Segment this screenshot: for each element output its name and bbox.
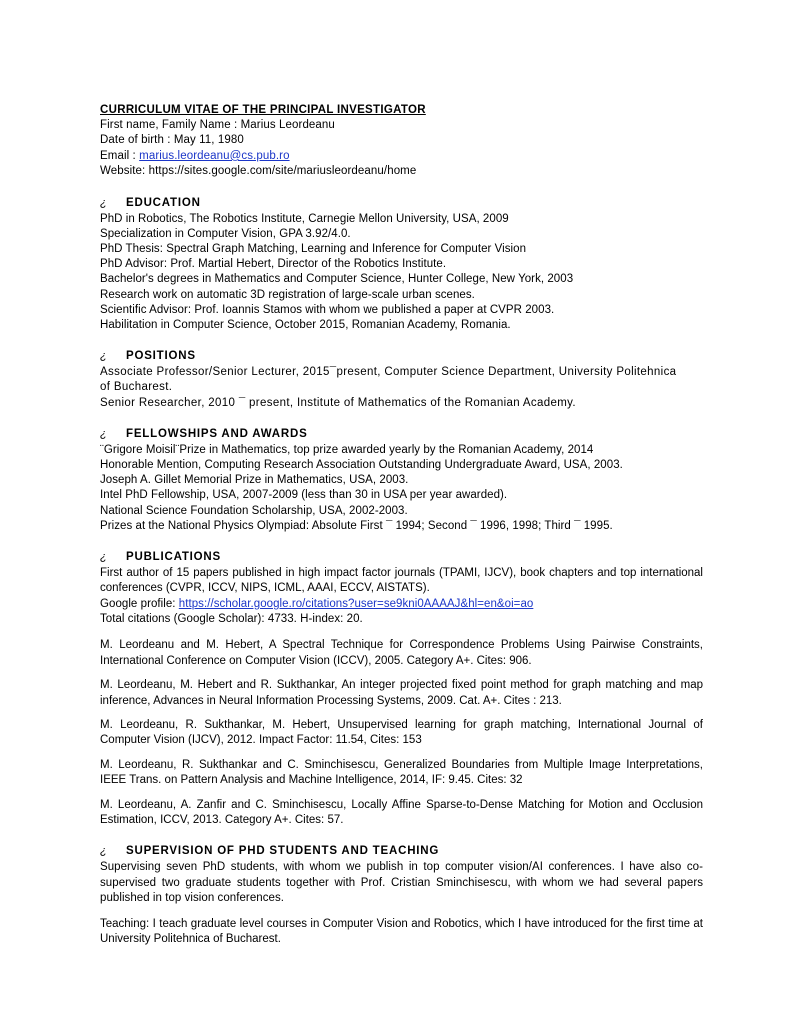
bullet-icon: ¿ (100, 196, 107, 209)
email-label: Email : (100, 149, 136, 162)
section-education-line: PhD in Robotics, The Robotics Institute, Carnegie Mellon University, USA, 2009 (100, 212, 509, 225)
section-education-line: Bachelor's degrees in Mathematics and Computer Science, Hunter College, New York, 2003 (100, 273, 574, 286)
section-positions-heading (100, 350, 703, 362)
section-positions-line: of Bucharest. (100, 381, 173, 394)
bullet-icon: ¿ (100, 350, 107, 363)
bullet-icon: ¿ (100, 551, 107, 564)
section-education-line: Scientific Advisor: Prof. Ioannis Stamos with whom we published a paper at CVPR 2003. (100, 303, 555, 316)
section-education-title: EDUCATION (126, 196, 201, 209)
supervision-paragraph: Supervising seven PhD students, with whom we publish in top computer vision/AI conferences. I have also co-supervised two graduate students together with Prof. Cristian Sminchisescu, with whom we had several papers published in top vision conferences. (100, 861, 703, 904)
section-supervision (100, 845, 703, 947)
section-fellowships-heading (100, 428, 703, 440)
section-fellowships-line: ¨Grigore Moisil¨Prize in Mathematics, top prize awarded yearly by the Romanian Academy, 2014 (100, 443, 594, 456)
section-positions (100, 350, 703, 411)
email-link[interactable]: marius.leordeanu@cs.pub.ro (139, 149, 290, 162)
bullet-icon: ¿ (100, 845, 107, 858)
section-fellowships-title: FELLOWSHIPS AND AWARDS (126, 427, 308, 440)
section-publications-title: PUBLICATIONS (126, 551, 221, 564)
name-line: First name, Family Name : Marius Leordeanu (100, 119, 335, 131)
section-publications (100, 551, 703, 828)
email-line (100, 149, 703, 164)
section-fellowships-line: Honorable Mention, Computing Research Association Outstanding Undergraduate Award, USA, 2003. (100, 459, 623, 472)
section-education-line: PhD Thesis: Spectral Graph Matching, Learning and Inference for Computer Vision (100, 243, 527, 256)
section-fellowships-line: National Science Foundation Scholarship, USA, 2002-2003. (100, 504, 408, 517)
section-education-line: PhD Advisor: Prof. Martial Hebert, Director of the Robotics Institute. (100, 258, 447, 271)
bullet-icon: ¿ (100, 427, 107, 440)
publication-item: M. Leordeanu and M. Hebert, A Spectral Technique for Correspondence Problems Using Pairwise Constraints, International Conference on Computer Vision (ICCV), 2005. Category A+. Cites: 906. (100, 639, 703, 667)
total-citations-line: Total citations (Google Scholar): 4733. H-index: 20. (100, 613, 363, 626)
publication-item: M. Leordeanu, R. Sukthankar, M. Hebert, Unsupervised learning for graph matching, International Journal of Computer Vision (IJCV), 2012. Impact Factor: 11.54, Cites: 153 (100, 718, 703, 747)
section-fellowships-line: Prizes at the National Physics Olympiad: Absolute First ¯ 1994; Second ¯ 1996, 1998; Third ¯ 1995. (100, 519, 613, 532)
dob-line: Date of birth : May 11, 1980 (100, 134, 244, 147)
website-value: https://sites.google.com/site/mariusleordeanu/home (148, 165, 417, 178)
header-block (100, 118, 703, 180)
section-positions-line: Senior Researcher, 2010 ¯ present, Institute of Mathematics of the Romanian Academy. (100, 396, 576, 409)
teaching-paragraph: Teaching: I teach graduate level courses in Computer Vision and Robotics, which I have introduced for the first time at University Politehnica of Bucharest. (100, 917, 703, 946)
section-supervision-heading (100, 845, 703, 857)
google-profile-label: Google profile: (100, 597, 176, 610)
publication-item: M. Leordeanu, R. Sukthankar and C. Sminchisescu, Generalized Boundaries from Multiple Image Interpretations, IEEE Trans. on Pattern Analysis and Machine Intelligence, 2014, IF: 9.45. Cites: 32 (100, 758, 703, 787)
section-positions-title: POSITIONS (126, 350, 196, 363)
section-education-line: Specialization in Computer Vision, GPA 3.92/4.0. (100, 227, 351, 240)
publication-item: M. Leordeanu, M. Hebert and R. Sukthankar, An integer projected fixed point method for graph matching and map inference, Advances in Neural Information Processing Systems, 2009. Cat. A+. Cites : 213. (100, 679, 703, 707)
page-title: CURRICULUM VITAE OF THE PRINCIPAL INVESTIGATOR (100, 104, 426, 116)
google-scholar-link[interactable]: https://scholar.google.ro/citations?user=se9kni0AAAAJ&hl=en&oi=ao (178, 597, 534, 610)
section-fellowships-line: Intel PhD Fellowship, USA, 2007-2009 (less than 30 in USA per year awarded). (100, 489, 508, 502)
section-education-line: Research work on automatic 3D registration of large-scale urban scenes. (100, 288, 475, 301)
section-supervision-title: SUPERVISION OF PHD STUDENTS AND TEACHING (126, 845, 440, 858)
publication-item: M. Leordeanu, A. Zanfir and C. Sminchisescu, Locally Affine Sparse-to-Dense Matching for Motion and Occlusion Estimation, ICCV, 2013. Category A+. Cites: 57. (100, 798, 703, 826)
google-profile-line (100, 597, 703, 612)
section-positions-line: Associate Professor/Senior Lecturer, 2015¯present, Computer Science Department, University Politehnica (100, 366, 677, 379)
publications-intro: First author of 15 papers published in high impact factor journals (TPAMI, IJCV), book chapters and top international conferences (CVPR, ICCV, NIPS, ICML, AAAI, ECCV, AISTATS). (100, 567, 703, 595)
website-label: Website: (100, 165, 146, 178)
website-line (100, 164, 703, 179)
section-education-heading (100, 197, 703, 209)
section-fellowships (100, 428, 703, 534)
section-publications-heading (100, 551, 703, 563)
section-education-line: Habilitation in Computer Science, October 2015, Romanian Academy, Romania. (100, 319, 511, 332)
section-fellowships-line: Joseph A. Gillet Memorial Prize in Mathematics, USA, 2003. (100, 474, 409, 487)
section-education (100, 197, 703, 334)
